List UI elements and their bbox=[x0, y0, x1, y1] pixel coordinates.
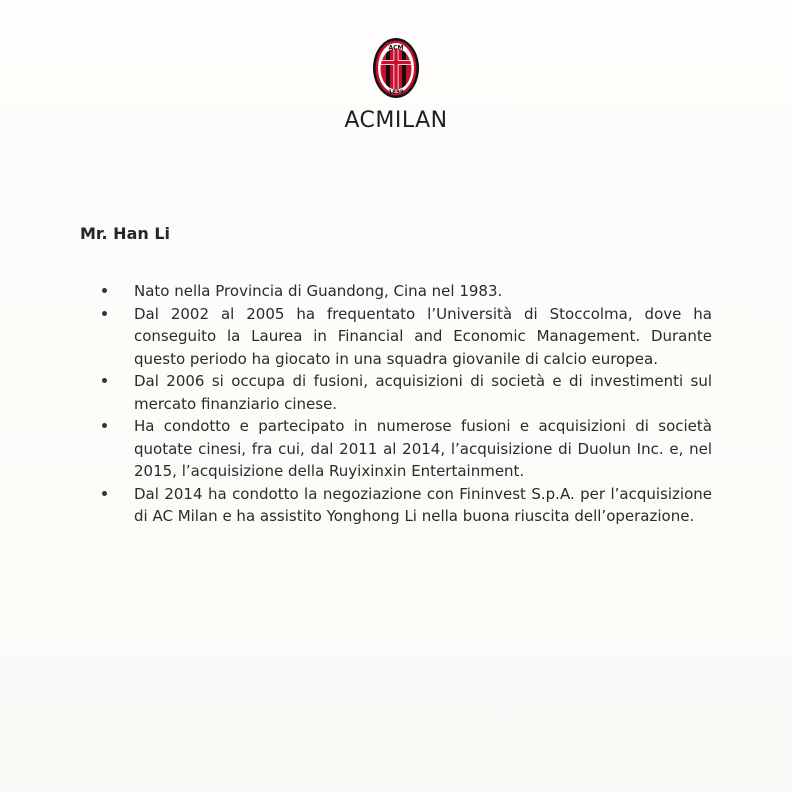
bullet-text: Ha condotto e partecipato in numerose fusioni e acquisizioni di società quotate cinesi, fra cui, dal 2011 al 2014, l’acquisizione di Duolun Inc. e, nel 2015, l’acquisizione della Ruyixinxin Entertainment. bbox=[134, 417, 712, 480]
list-item bbox=[100, 483, 712, 528]
bullet-dot-icon bbox=[102, 288, 107, 293]
ac-milan-logo bbox=[0, 36, 792, 133]
bullet-text: Nato nella Provincia di Guandong, Cina nel 1983. bbox=[134, 282, 503, 300]
list-item bbox=[100, 415, 712, 483]
wordmark: ACMILAN bbox=[344, 108, 448, 133]
bullet-dot-icon bbox=[102, 491, 107, 496]
ac-milan-crest-icon bbox=[371, 36, 421, 100]
list-item bbox=[100, 370, 712, 415]
page-title: Mr. Han Li bbox=[80, 224, 171, 243]
bullet-text: Dal 2014 ha condotto la negoziazione con Fininvest S.p.A. per l’acquisizione di AC Milan e ha assistito Yonghong Li nella buona riuscita dell’operazione. bbox=[134, 484, 712, 525]
bullet-dot-icon bbox=[102, 311, 107, 316]
crest-top-text: ACM bbox=[388, 44, 404, 52]
bullet-dot-icon bbox=[102, 378, 107, 383]
bullet-dot-icon bbox=[102, 423, 107, 428]
list-item bbox=[100, 303, 712, 371]
bullet-list bbox=[100, 280, 712, 528]
crest-year-text: 1899 bbox=[388, 89, 404, 96]
list-item bbox=[100, 280, 712, 303]
bullet-text: Dal 2002 al 2005 ha frequentato l’Università di Stoccolma, dove ha conseguito la Laurea in Financial and Economic Management. Durante questo periodo ha giocato in una squadra giovanile di calcio europea. bbox=[134, 304, 712, 368]
bullet-text: Dal 2006 si occupa di fusioni, acquisizioni di società e di investimenti sul mercato finanziario cinese. bbox=[134, 372, 712, 413]
